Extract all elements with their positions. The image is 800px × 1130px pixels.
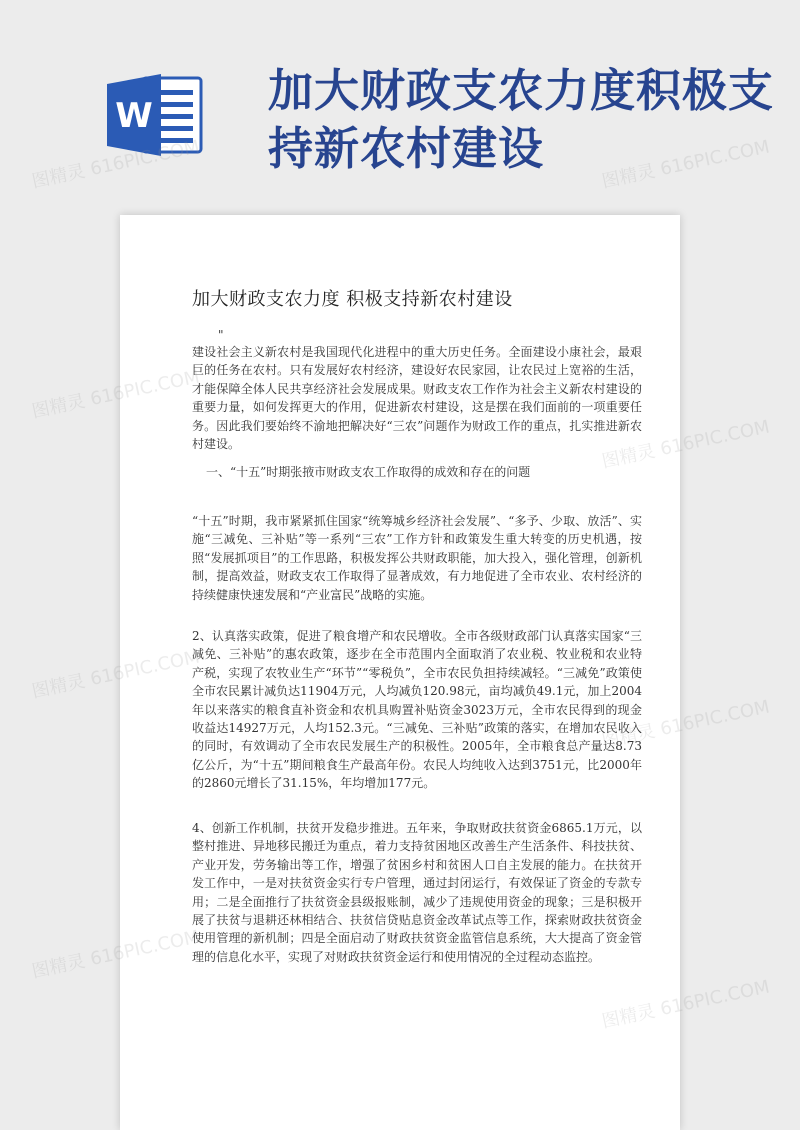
banner-title: 加大财政支农力度积极支持新农村建设	[268, 64, 775, 175]
watermark: 图精灵 616PIC.COM	[29, 366, 202, 423]
word-document-icon	[105, 72, 205, 158]
watermark: 图精灵 616PIC.COM	[29, 926, 202, 983]
paragraph-policy: 2、认真落实政策，促进了粮食增产和农民增收。全市各级财政部门认真落实国家“三减免、三补贴”的惠农政策，逐步在全市范围内全面取消了农业税、牧业税和农业特产税，实现了农牧业生产“环节”“零税负”，全市农民负担持续减轻。“三减免”政策使全市农民累计减负达11904万元，人均减负120.98元，亩均减负49.1元，加上2004年以来落实的粮食直补资金和农机具购置补贴资金3023万元，全市农民得到的现金收益达14927万元，人均152.3元。“三减免、三补贴”政策的落实，在增加农民收入的同时，有效调动了全市农民发展生产的积极性。2005年，全市粮食总产量达8.73亿公斤，为“十五”期间粮食生产最高年份。农民人均纯收入达到3751元，比2000年的2860元增长了31.15%，年均增加177元。	[192, 629, 642, 791]
watermark: 图精灵 616PIC.COM	[29, 646, 202, 703]
document-title: 加大财政支农力度 积极支持新农村建设	[192, 289, 513, 310]
paragraph-overview: “十五”时期，我市紧紧抓住国家“统筹城乡经济社会发展”、“多予、少取、放活”、实施“三减免、三补贴”等一系列“三农”工作方针和政策发生重大转变的历史机遇，按照“发展抓项目”的工作思路，积极发挥公共财政职能，加大投入，强化管理，创新机制，提高效益，财政支农工作取得了显著成效，有力地促进了全市农业、农村经济的持续健康快速发展和“产业富民”战略的实施。	[192, 514, 642, 602]
header-banner	[0, 0, 800, 200]
watermark: 图精灵 616PIC.COM	[599, 416, 772, 473]
quote-mark: "	[218, 328, 224, 342]
svg-text:W: W	[115, 96, 153, 136]
document-page	[120, 215, 680, 1130]
watermark: 图精灵 616PIC.COM	[599, 976, 772, 1033]
watermark: 图精灵 616PIC.COM	[599, 696, 772, 753]
paragraph-poverty: 4、创新工作机制，扶贫开发稳步推进。五年来，争取财政扶贫资金6865.1万元，以整村推进、异地移民搬迁为重点，着力支持贫困地区改善生产生活条件、科技扶贫、产业开发，劳务输出等工作，增强了贫困乡村和贫困人口自主发展的能力。在扶贫开发工作中，一是对扶贫资金实行专户管理，通过封闭运行，有效保证了资金的专款专用；二是全面推行了扶贫资金县级报账制，减少了违规使用资金的现象；三是积极开展了扶贫与退耕还林相结合、扶贫信贷贴息资金改革试点等工作，探索财政扶贫资金使用管理的新机制；四是全面启动了财政扶贫资金监管信息系统，大大提高了资金管理的信息化水平，实现了对财政扶贫资金运行和使用情况的全过程动态监控。	[192, 821, 642, 964]
paragraph-intro: 建设社会主义新农村是我国现代化进程中的重大历史任务。全面建设小康社会，最艰巨的任务在农村。只有发展好农村经济，建设好农民家园，让农民过上宽裕的生活，才能保障全体人民共享经济社会发展成果。财政支农工作作为社会主义新农村建设的重要力量，如何发挥更大的作用，促进新农村建设，这是摆在我们面前的一项重要任务。因此我们要始终不渝地把解决好“三农”问题作为财政工作的重点，扎实推进新农村建设。	[192, 345, 642, 452]
section-heading: 一、“十五”时期张掖市财政支农工作取得的成效和存在的问题	[206, 465, 531, 479]
